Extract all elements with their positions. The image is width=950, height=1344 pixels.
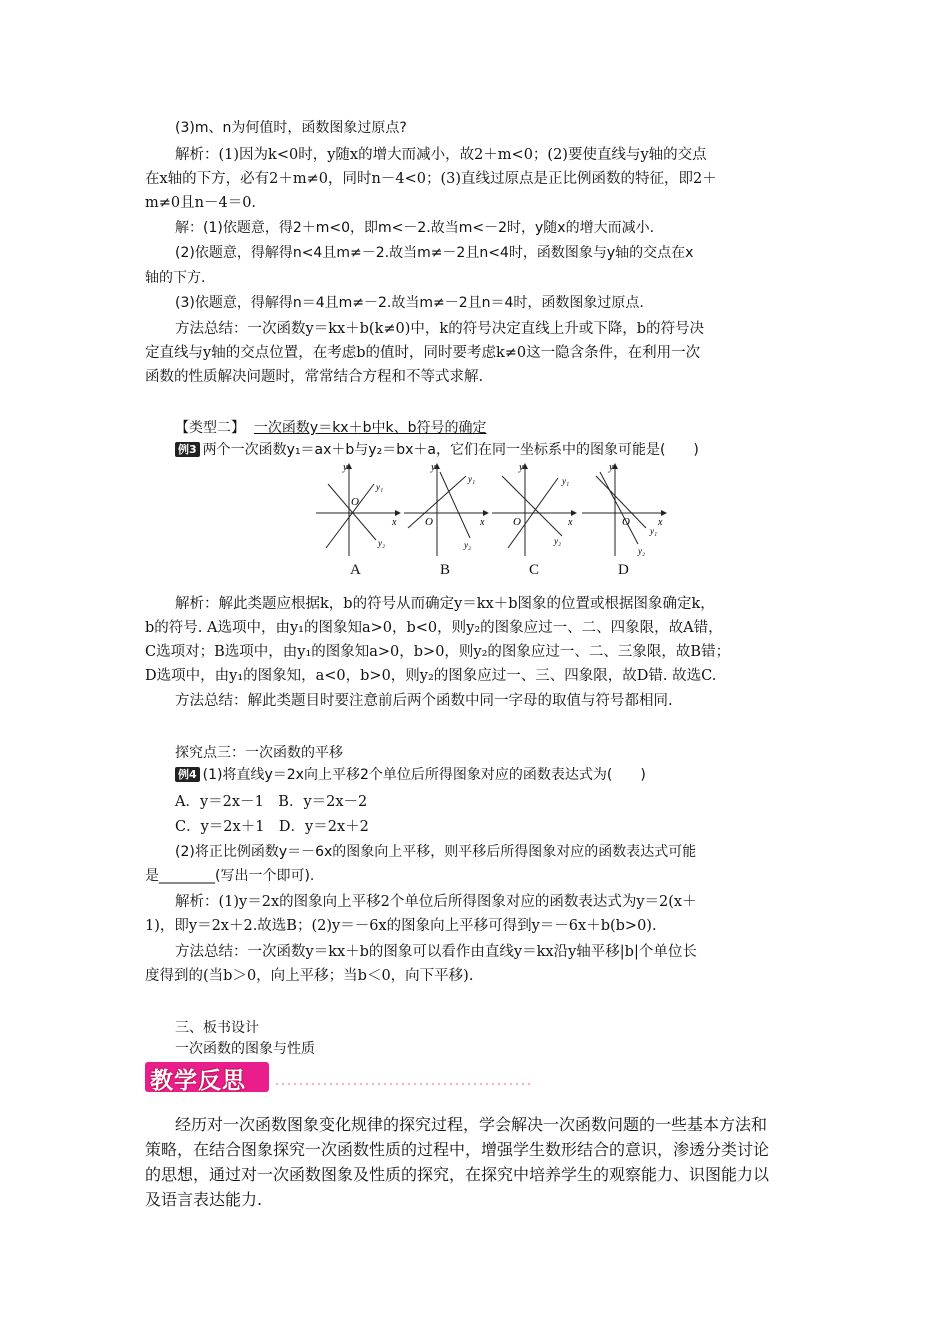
- origin-label: O: [351, 496, 359, 508]
- solution-2-cont: 轴的下方.: [145, 270, 206, 286]
- axis-y-label: y: [519, 462, 524, 473]
- example-badge: 例3: [175, 442, 200, 457]
- origin-label: O: [622, 516, 630, 528]
- options-cd: C．y＝2x＋1 D．y＝2x＋2: [175, 819, 369, 835]
- solution-1: 解：(1)依题意，得2＋m<0，即m<－2.故当m<－2时，y随x的增大而减小.: [175, 220, 655, 236]
- solution-2: (2)依题意，得解得n<4且m≠－2.故当m≠－2且n<4时，函数图象与y轴的交点在x: [175, 245, 694, 261]
- y1-label: y₁: [650, 526, 658, 536]
- y2-label: y₂: [378, 538, 386, 548]
- graph-label-b: B: [440, 562, 451, 578]
- board-heading: 三、板书设计: [175, 1020, 259, 1036]
- axis-x-label: x: [480, 517, 485, 528]
- reflection-para: 的思想，通过对一次函数图象及性质的探究，在探究中培养学生的观察能力、识图能力以: [145, 1165, 770, 1184]
- graph-c: [488, 458, 580, 558]
- example-3: [175, 440, 810, 460]
- question-3: (3)m、n为何值时，函数图象过原点?: [175, 120, 407, 136]
- options-ab: A．y＝2x－1 B．y＝2x－2: [175, 794, 368, 810]
- board-title: 一次函数的图象与性质: [175, 1041, 315, 1057]
- type2-heading: [175, 418, 810, 438]
- analysis-line: 在x轴的下方，必有2＋m≠0，同时n－4<0；(3)直线过原点是正比例函数的特征，即2＋: [145, 171, 717, 187]
- analysis-line: 解析：(1)y＝2x的图象向上平移2个单位后所得图象对应的函数表达式为y＝2(x＋: [175, 894, 697, 910]
- graph-label-d: D: [618, 562, 629, 578]
- reflection-para: 策略，在结合图象探究一次函数性质的过程中，增强学生数形结合的意识，渗透分类讨论: [145, 1140, 770, 1159]
- analysis-line: m≠0且n－4＝0.: [145, 195, 257, 211]
- example-4: [175, 765, 810, 785]
- method-summary: 方法总结：一次函数y＝kx＋b的图象可以看作由直线y＝kx沿y轴平移|b|个单位长: [175, 944, 697, 960]
- method-summary: 定直线与y轴的交点位置，在考虑b的值时，同时要考虑k≠0这一隐含条件，在利用一次: [145, 345, 701, 361]
- line-y2: [600, 472, 638, 544]
- y1-label: y₁: [376, 482, 384, 492]
- axis-x-label: x: [658, 517, 663, 528]
- analysis-line: 解析：(1)因为k<0时，y随x的增大而减小，故2＋m<0；(2)要使直线与y轴的交点: [175, 147, 707, 163]
- axis-y-label: y: [431, 462, 436, 473]
- analysis-line: 解析：解此类题应根据k，b的符号从而确定y＝kx＋b图象的位置或根据图象确定k，: [175, 596, 715, 612]
- axis-y-label: y: [609, 462, 614, 473]
- line-y2: [328, 484, 376, 540]
- example-4-q2: (2)将正比例函数y＝－6x的图象向上平移，则平移后所得图象对应的函数表达式可能: [175, 844, 697, 860]
- analysis-line: b的符号. A选项中，由y₁的图象知a>0，b<0，则y₂的图象应过一、二、四象限，故A错，: [145, 620, 723, 636]
- reflection-para: 经历对一次函数图象变化规律的探究过程，学会解决一次函数问题的一些基本方法和: [175, 1115, 768, 1134]
- line-y1: [596, 476, 646, 528]
- graph-label-c: C: [529, 562, 540, 578]
- method-summary: 函数的性质解决问题时，常常结合方程和不等式求解.: [145, 369, 484, 385]
- banner-dots: [276, 1083, 531, 1086]
- graph-a: [312, 458, 404, 558]
- origin-label: O: [425, 516, 433, 528]
- reflection-para: 及语言表达能力.: [145, 1190, 263, 1209]
- example-3-text: 两个一次函数y₁＝ax＋b与y₂＝bx＋a，它们在同一坐标系中的图象可能是( ): [202, 442, 699, 458]
- example-4-q2-cont: 是________(写出一个即可).: [145, 868, 315, 884]
- graph-d: [578, 458, 670, 558]
- origin-label: O: [513, 516, 521, 528]
- y1-label: y₁: [562, 476, 570, 486]
- line-y1: [326, 484, 374, 548]
- y2-label: y₂: [638, 546, 646, 556]
- analysis-line: D选项中，由y₁的图象知，a<0，b>0，则y₂的图象应过一、三、四象限，故D错. 故选C.: [145, 668, 717, 684]
- graph-label-a: A: [350, 562, 361, 578]
- y2-label: y₂: [464, 540, 472, 550]
- analysis-line: C选项对；B选项中，由y₁的图象知a>0，b>0，则y₂的图象应过一、二、三象限，故B错；: [145, 644, 731, 660]
- method-summary: 方法总结：解此类题目时要注意前后两个函数中同一字母的取值与符号都相同.: [175, 693, 673, 709]
- solution-3: (3)依题意，得解得n＝4且m≠－2.故当m≠－2且n＝4时，函数图象过原点.: [175, 295, 644, 311]
- axis-x-label: x: [392, 517, 397, 528]
- analysis-line: 1)，即y＝2x＋2.故选B；(2)y＝－6x的图象向上平移可得到y＝－6x＋b(b>0).: [145, 918, 657, 934]
- type2-prefix: 【类型二】: [175, 420, 245, 436]
- method-summary: 方法总结：一次函数y＝kx＋b(k≠0)中，k的符号决定直线上升或下降，b的符号决: [175, 321, 704, 337]
- axis-y-label: y: [343, 462, 348, 473]
- line-y2: [440, 472, 470, 538]
- reflection-title: 教学反思: [150, 1068, 246, 1094]
- example-4-q1: (1)将直线y＝2x向上平移2个单位后所得图象对应的函数表达式为( ): [202, 767, 646, 783]
- method-summary: 度得到的(当b＞0，向上平移；当b＜0，向下平移).: [145, 968, 474, 984]
- type2-title: 一次函数y＝kx＋b中k、b符号的确定: [253, 420, 487, 436]
- y1-label: y₁: [468, 474, 476, 484]
- graph-b: [400, 458, 492, 558]
- axis-x-label: x: [568, 517, 573, 528]
- y2-label: y₂: [554, 536, 562, 546]
- example-badge: 例4: [175, 767, 200, 782]
- section-heading: 探究点三：一次函数的平移: [175, 745, 343, 761]
